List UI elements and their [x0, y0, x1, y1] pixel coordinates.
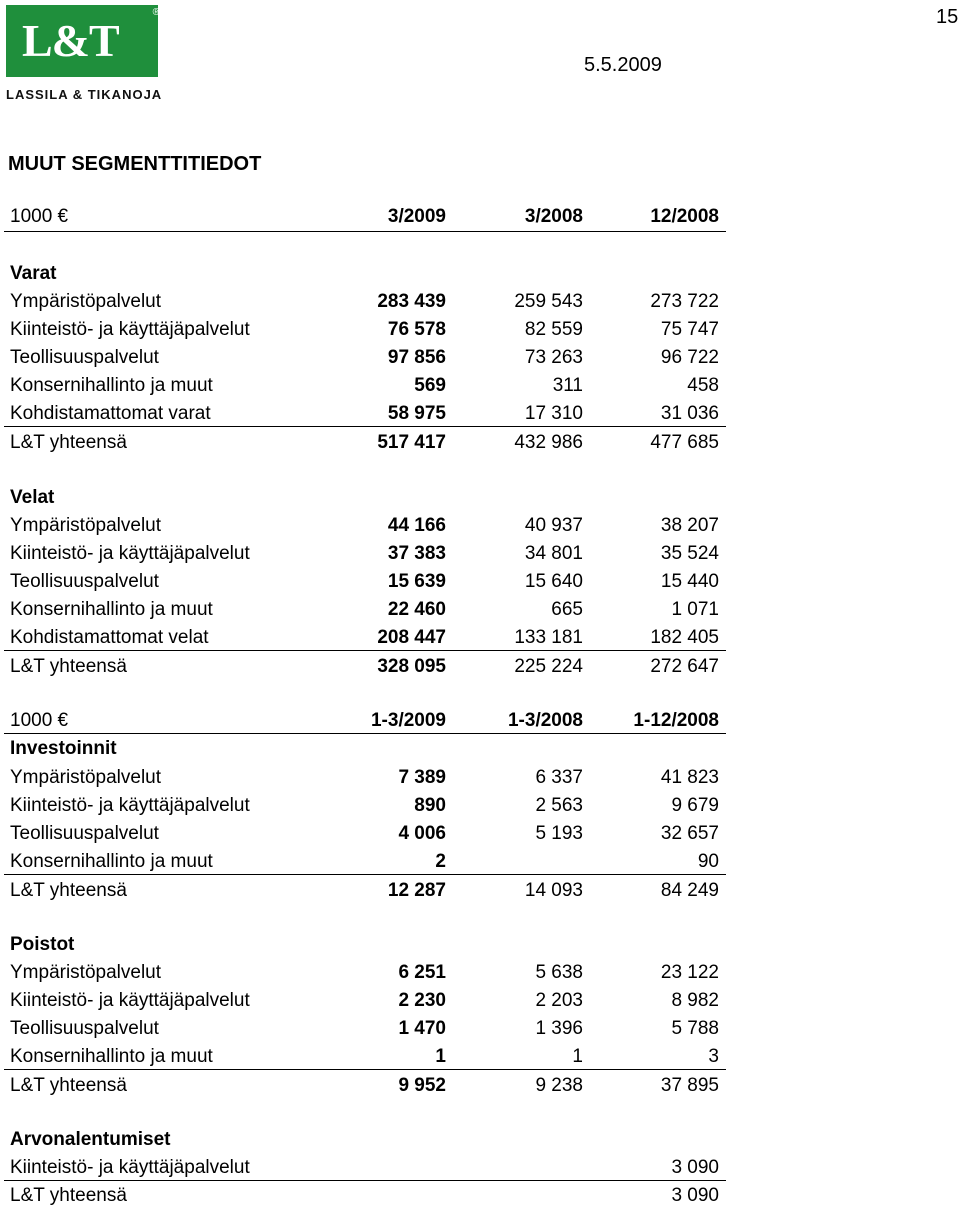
column-header: 3/2008	[524, 206, 583, 227]
cell-value: 517 417	[377, 432, 446, 453]
table-row	[10, 820, 726, 848]
table-row	[10, 316, 726, 344]
section-heading	[10, 1126, 726, 1154]
table-row	[10, 987, 726, 1015]
table-row	[10, 288, 726, 316]
cell-value: 1	[572, 1046, 583, 1067]
cell-value: 15 639	[387, 571, 446, 592]
cell-value: 3	[708, 1046, 719, 1067]
section-title: Investoinnit	[10, 738, 117, 759]
section-heading	[10, 931, 726, 959]
cell-value: 96 722	[660, 347, 719, 368]
row-label: Konsernihallinto ja muut	[10, 851, 213, 872]
cell-value: 665	[551, 599, 583, 620]
table-row	[10, 792, 726, 820]
table-row	[10, 400, 726, 428]
table-row	[10, 848, 726, 876]
section-title: Arvonalentumiset	[10, 1129, 171, 1150]
document-date: 5.5.2009	[584, 54, 662, 76]
cell-value: 890	[414, 795, 446, 816]
row-label: Teollisuuspalvelut	[10, 571, 159, 592]
cell-value: 4 006	[398, 823, 446, 844]
divider	[4, 733, 726, 734]
row-label: L&T yhteensä	[10, 1185, 127, 1206]
total-row	[10, 1072, 726, 1100]
cell-value: 2 203	[535, 990, 583, 1011]
table-row	[10, 372, 726, 400]
divider	[4, 426, 726, 427]
divider	[4, 1180, 726, 1181]
cell-value: 458	[687, 375, 719, 396]
cell-value: 15 440	[660, 571, 719, 592]
cell-value: 31 036	[660, 403, 719, 424]
cell-value: 22 460	[387, 599, 446, 620]
row-label: Kiinteistö- ja käyttäjäpalvelut	[10, 543, 250, 564]
row-label: Ympäristöpalvelut	[10, 962, 162, 983]
cell-value: 82 559	[524, 319, 583, 340]
section-heading	[10, 260, 726, 288]
table-row	[10, 540, 726, 568]
row-label: Ympäristöpalvelut	[10, 291, 162, 312]
row-label: Ympäristöpalvelut	[10, 515, 162, 536]
cell-value: 3 090	[671, 1185, 719, 1206]
cell-value: 90	[697, 851, 719, 872]
row-label: Kiinteistö- ja käyttäjäpalvelut	[10, 1157, 250, 1178]
cell-value: 9 679	[671, 795, 719, 816]
row-label: L&T yhteensä	[10, 656, 127, 677]
row-label: L&T yhteensä	[10, 1075, 127, 1096]
logo-mark-text: L&T	[22, 15, 119, 66]
company-logo	[6, 5, 163, 102]
table-row	[10, 1015, 726, 1043]
row-label: Teollisuuspalvelut	[10, 1018, 159, 1039]
logo-mark	[6, 5, 158, 77]
cell-value: 37 895	[660, 1075, 719, 1096]
row-label: Teollisuuspalvelut	[10, 823, 159, 844]
cell-value: 76 578	[387, 319, 446, 340]
cell-value: 1	[435, 1046, 446, 1067]
registered-icon: ®	[152, 7, 160, 18]
table-row	[10, 344, 726, 372]
row-label: Kiinteistö- ja käyttäjäpalvelut	[10, 795, 250, 816]
row-label: Teollisuuspalvelut	[10, 347, 159, 368]
total-row	[10, 877, 726, 905]
page-title: MUUT SEGMENTTITIEDOT	[8, 153, 262, 175]
cell-value: 58 975	[387, 403, 446, 424]
table-row	[10, 596, 726, 624]
column-header: 12/2008	[650, 206, 719, 227]
table-row	[10, 1154, 726, 1182]
cell-value: 5 788	[671, 1018, 719, 1039]
cell-value: 38 207	[660, 515, 719, 536]
row-label: Konsernihallinto ja muut	[10, 1046, 213, 1067]
divider	[4, 874, 726, 875]
cell-value: 2 230	[398, 990, 446, 1011]
cell-value: 259 543	[514, 291, 583, 312]
column-header: 3/2009	[387, 206, 446, 227]
cell-value: 23 122	[660, 962, 719, 983]
cell-value: 41 823	[660, 767, 719, 788]
cell-value: 1 396	[535, 1018, 583, 1039]
cell-value: 225 224	[514, 656, 583, 677]
total-row	[10, 1182, 726, 1210]
cell-value: 12 287	[387, 880, 446, 901]
cell-value: 5 193	[535, 823, 583, 844]
table-header	[10, 203, 726, 231]
cell-value: 1 071	[671, 599, 719, 620]
column-header: 1-3/2009	[370, 710, 446, 731]
cell-value: 9 238	[535, 1075, 583, 1096]
cell-value: 328 095	[377, 656, 446, 677]
cell-value: 32 657	[660, 823, 719, 844]
table-row	[10, 624, 726, 652]
cell-value: 2	[435, 851, 446, 872]
cell-value: 44 166	[387, 515, 446, 536]
row-label: Konsernihallinto ja muut	[10, 599, 213, 620]
cell-value: 208 447	[377, 627, 446, 648]
cell-value: 273 722	[650, 291, 719, 312]
row-label: Kiinteistö- ja käyttäjäpalvelut	[10, 990, 250, 1011]
section-title: Varat	[10, 263, 57, 284]
section-title: Poistot	[10, 934, 75, 955]
total-row	[10, 429, 726, 457]
table-row	[10, 764, 726, 792]
cell-value: 272 647	[650, 656, 719, 677]
row-label: Kohdistamattomat velat	[10, 627, 209, 648]
divider	[4, 650, 726, 651]
row-label: Kohdistamattomat varat	[10, 403, 211, 424]
cell-value: 3 090	[671, 1157, 719, 1178]
cell-value: 6 337	[535, 767, 583, 788]
row-label: Ympäristöpalvelut	[10, 767, 162, 788]
cell-value: 14 093	[524, 880, 583, 901]
cell-value: 37 383	[387, 543, 446, 564]
table-row	[10, 959, 726, 987]
section-heading	[10, 484, 726, 512]
cell-value: 283 439	[377, 291, 446, 312]
unit-label: 1000 €	[10, 710, 69, 731]
cell-value: 35 524	[660, 543, 719, 564]
cell-value: 432 986	[514, 432, 583, 453]
cell-value: 97 856	[387, 347, 446, 368]
cell-value: 477 685	[650, 432, 719, 453]
column-header: 1-3/2008	[507, 710, 583, 731]
table-header	[10, 707, 726, 735]
row-label: Kiinteistö- ja käyttäjäpalvelut	[10, 319, 250, 340]
row-label: L&T yhteensä	[10, 880, 127, 901]
table-row	[10, 1043, 726, 1071]
table-row	[10, 568, 726, 596]
cell-value: 133 181	[514, 627, 583, 648]
cell-value: 569	[414, 375, 446, 396]
cell-value: 34 801	[524, 543, 583, 564]
cell-value: 15 640	[524, 571, 583, 592]
cell-value: 311	[552, 375, 583, 396]
logo-company-name: LASSILA & TIKANOJA	[6, 87, 163, 102]
cell-value: 8 982	[671, 990, 719, 1011]
cell-value: 1 470	[398, 1018, 446, 1039]
column-header: 1-12/2008	[633, 710, 719, 731]
row-label: Konsernihallinto ja muut	[10, 375, 213, 396]
total-row	[10, 653, 726, 681]
table-row	[10, 512, 726, 540]
cell-value: 75 747	[660, 319, 719, 340]
cell-value: 9 952	[398, 1075, 446, 1096]
cell-value: 17 310	[524, 403, 583, 424]
cell-value: 2 563	[535, 795, 583, 816]
cell-value: 7 389	[398, 767, 446, 788]
cell-value: 40 937	[524, 515, 583, 536]
cell-value: 73 263	[524, 347, 583, 368]
divider	[4, 1069, 726, 1070]
cell-value: 5 638	[535, 962, 583, 983]
row-label: L&T yhteensä	[10, 432, 127, 453]
cell-value: 182 405	[650, 627, 719, 648]
unit-label: 1000 €	[10, 206, 69, 227]
page-number: 15	[936, 6, 959, 28]
section-heading	[10, 735, 726, 763]
divider	[4, 231, 726, 232]
section-title: Velat	[10, 487, 55, 508]
cell-value: 84 249	[660, 880, 719, 901]
cell-value: 6 251	[398, 962, 446, 983]
